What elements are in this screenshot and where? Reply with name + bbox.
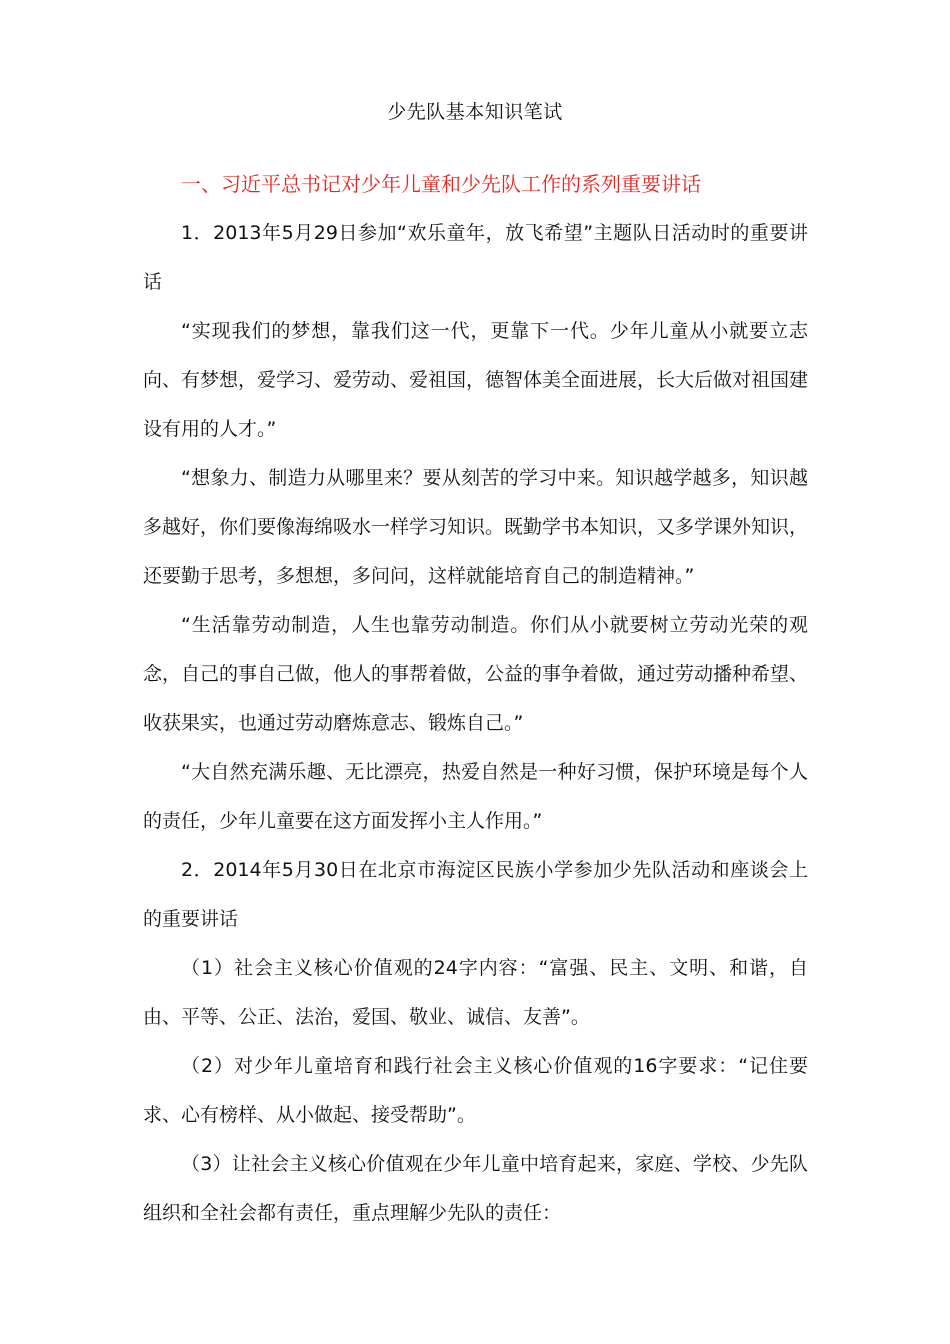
paragraph-item-2-heading: 2．2014年5月30日在北京市海淀区民族小学参加少先队活动和座谈会上的重要讲话	[143, 859, 808, 930]
document-body	[143, 160, 808, 1238]
quote-paragraph-labor: “生活靠劳动制造，人生也靠劳动制造。你们从小就要树立劳动光荣的观念，自己的事自己做，他人的事帮着做，公益的事争着做，通过劳动播种希望、收获果实，也通过劳动磨炼意志、锻炼自己。”	[143, 614, 809, 734]
quote-paragraph-imagination: “想象力、制造力从哪里来？要从刻苦的学习中来。知识越学越多，知识越多越好，你们要像海绵吸水一样学习知识。既勤学书本知识，又多学课外知识，还要勤于思考，多想想，多问问，这样就能培育自己的制造精神。”	[143, 467, 809, 587]
quote-paragraph-dream: “实现我们的梦想，靠我们这一代，更靠下一代。少年儿童从小就要立志向、有梦想，爱学习、爱劳动、爱祖国，德智体美全面进展，长大后做对祖国建设有用的人才。”	[143, 320, 809, 440]
document-title: 少先队基本知识笔试	[387, 101, 563, 123]
paragraph-item-1-heading: 1．2013年5月29日参加“欢乐童年，放飞希望”主题队日活动时的重要讲话	[143, 222, 808, 293]
quote-paragraph-nature: “大自然充满乐趣、无比漂亮，热爱自然是一种好习惯，保护环境是每个人的责任，少年儿童要在这方面发挥小主人作用。”	[143, 761, 808, 832]
paragraph-core-values-24: （1）社会主义核心价值观的24字内容：“富强、民主、文明、和谐，自由、平等、公正、法治，爱国、敬业、诚信、友善”。	[143, 957, 808, 1028]
paragraph-responsibility: （3）让社会主义核心价值观在少年儿童中培育起来，家庭、学校、少先队组织和全社会都有责任，重点理解少先队的责任：	[143, 1153, 808, 1224]
paragraph-requirements-16: （2）对少年儿童培育和践行社会主义核心价值观的16字要求：“记住要求、心有榜样、从小做起、接受帮助”。	[143, 1055, 808, 1126]
section-heading: 一、习近平总书记对少年儿童和少先队工作的系列重要讲话	[181, 172, 701, 196]
